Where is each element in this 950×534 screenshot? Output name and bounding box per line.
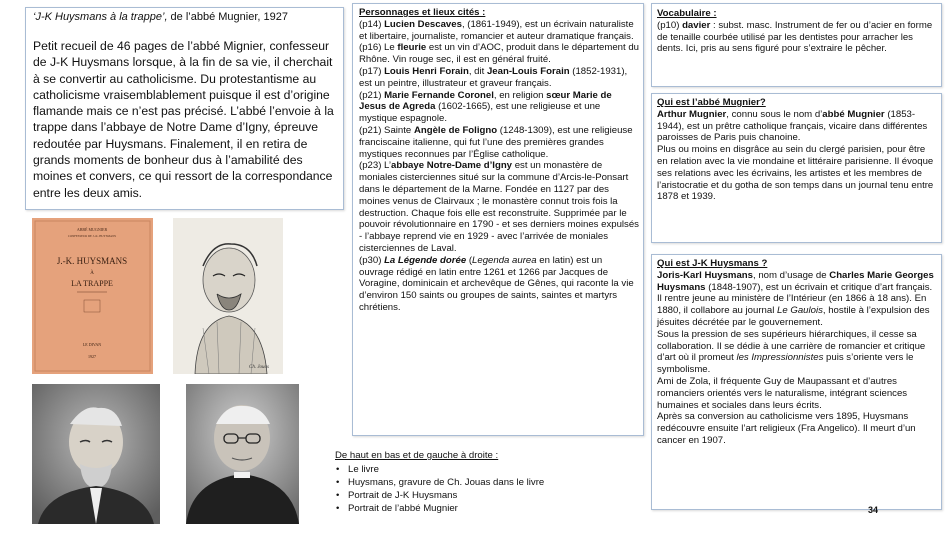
book-year: 1927 bbox=[88, 354, 96, 359]
persons-entry: (p17) Louis Henri Forain, dit Jean-Louis Forain (1852-1931), est un peintre, illustrateur et graveur français. bbox=[359, 65, 628, 89]
mugnier-bio-p2: Plus ou moins en disgrâce au sein du clergé parisien, pour être en relation avec la vie mondaine et littéraire parisienne. Il évoque ses relations avec les écrivains, les artistes et les membres de l’aristocratie et du gotha de son temps dans un journal tenu entre 1878 et 1939. bbox=[657, 144, 934, 203]
huysmans-portrait-svg bbox=[32, 384, 160, 524]
mugnier-bio-p1: Arthur Mugnier, connu sous le nom d’abbé Mugnier (1853-1944), est un prêtre catholique français, vicaire dans différentes paroisses de Paris puis chanoine. bbox=[657, 108, 928, 144]
book-publisher: LE DIVAN bbox=[82, 342, 102, 347]
mugnier-portrait bbox=[186, 384, 299, 524]
book-title-top: J.-K. HUYSMANS bbox=[56, 256, 128, 266]
legend-item: • Portrait de J-K Huysmans bbox=[335, 489, 575, 502]
legend-item: • Huysmans, gravure de Ch. Jouas dans le livre bbox=[335, 476, 575, 489]
intro-title-italic: ‘J-K Huysmans à la trappe’, bbox=[33, 11, 168, 23]
huysmans-bio-p4: Ami de Zola, il fréquente Guy de Maupassant et d’autres romanciers orientés vers le naturalisme, intégrant sciences humaines et sociales dans leurs écrits. bbox=[657, 375, 908, 411]
book-author: ABBÉ MUGNIER bbox=[76, 227, 108, 232]
persons-entry: (p14) Lucien Descaves, (1861-1949), est un écrivain naturaliste et libertaire, journaliste, romancier et auteur dramatique français. bbox=[359, 18, 634, 42]
persons-entry: (p21) Sainte Angèle de Foligno (1248-1309), est une religieuse franciscaine italienne, qui fut l’une des premières grandes mystiques reconnues par l’Église catholique. bbox=[359, 124, 633, 160]
book-cover-photo bbox=[32, 218, 153, 374]
book-subtitle: CONFESSEUR DE J.-K. HUYSMANS bbox=[67, 234, 117, 238]
vocab-header: Vocabulaire : bbox=[657, 8, 717, 19]
intro-title-rest: de l’abbé Mugnier, 1927 bbox=[167, 11, 288, 23]
huysmans-portrait bbox=[32, 384, 160, 524]
intro-box bbox=[25, 7, 344, 210]
huysmans-bio-p5: Après sa conversion au catholicisme vers 1895, Huysmans redécouvre ensuite l’art religieux (Fra Angelico). Il meurt d’un cancer en 1907. bbox=[657, 411, 916, 446]
engraving-svg bbox=[173, 218, 283, 374]
intro-body: Petit recueil de 46 pages de l’abbé Mignier, confesseur de J-K Huysmans lorsque, à la fin de sa vie, il cherchait à se convertir au catholicisme. Du protestantisme au catholicisme vraisemblablement puisque il est d’origine flamande mais ce n’est pas précisé. L’abbé l’envoie à la trappe dans l’abbaye de Notre Dame d’Igny, épreuve redoutée par Huysmans. Finalement, il en retira de grands moments de bonheur dus à l’amabilité des moines et convers, ce qui ressort de la correspondance entre les deux amis. bbox=[33, 39, 334, 200]
book-cover-svg bbox=[32, 218, 153, 374]
huysmans-bio-p3: Sous la pression de ses supérieurs hiérarchiques, il cesse sa collaboration. Il se dédie à une carrière de romancier et critique d’art où il promeut les Impressionnistes puis s’oriente vers le symbolisme. bbox=[657, 328, 926, 376]
book-title-bottom: LA TRAPPE bbox=[71, 279, 113, 288]
mugnier-bio-box bbox=[651, 93, 942, 243]
persons-entry: (p23) L’abbaye Notre-Dame d’Igny est un monastère de moniales cisterciennes situé sur la commune d’Arcis-le-Ponsart dans le département de la Marne. Fondée en 1127 par des moines venus de Clairvaux ; le monastère connut trois fois la destruction. Chaque fois elle est reconstruite. Supprimée par le pouvoir révolutionnaire en 1790 - et ses derniers moines expulsés - l’abbaye reprend vie en 1929 - avec l’arrivée de moniales cisterciennes de Laval. bbox=[359, 160, 639, 254]
vocab-definition: (p10) davier : subst. masc. Instrument de fer ou d’acier en forme de tenaille courbée utilisé par les dentistes pour arracher les dents. Ici, pris au sens figuré pour s’extraire le pêcher. bbox=[657, 19, 933, 55]
mugnier-header: Qui est l’abbé Mugnier? bbox=[657, 97, 766, 108]
huysmans-bio-p2: Il rentre jeune au ministère de l’Intérieur (en 1866 à 18 ans). En 1880, il collabore au journal Le Gaulois, hostile à l’expulsion des jésuites décrétée par le gouvernement. bbox=[657, 293, 930, 328]
legend-item: • Portrait de l’abbé Mugnier bbox=[335, 502, 575, 515]
legend-header: De haut en bas et de gauche à droite : bbox=[335, 450, 499, 461]
huysmans-bio-box bbox=[651, 254, 942, 510]
mugnier-portrait-svg bbox=[186, 384, 299, 524]
vocabulary-box bbox=[651, 3, 942, 87]
huysmans-engraving bbox=[173, 218, 283, 374]
legend-list bbox=[335, 463, 575, 515]
page-number: 34 bbox=[868, 505, 879, 515]
huysmans-header: Qui est J-K Huysmans ? bbox=[657, 258, 768, 269]
book-title-mid: À bbox=[90, 271, 94, 276]
persons-entry: (p16) Le fleurie est un vin d’AOC, produit dans le département du Rhône. Vin rouge sec, il est en général fruité. bbox=[359, 42, 639, 66]
image-legend bbox=[335, 449, 575, 515]
persons-entry: (p21) Marie Fernande Coronel, en religion sœur Marie de Jesus de Agreda (1602-1665), est une religieuse et une mystique espagnole. bbox=[359, 89, 612, 125]
engraving-signature: Ch. Jouas bbox=[249, 365, 269, 370]
persons-places-box bbox=[352, 3, 644, 436]
intro-title bbox=[33, 11, 337, 24]
huysmans-bio-p1: Joris-Karl Huysmans, nom d’usage de Charles Marie Georges Huysmans (1848-1907), est un écrivain et critique d’art français. bbox=[657, 269, 934, 293]
persons-header: Personnages et lieux cités : bbox=[359, 7, 486, 18]
legend-item: • Le livre bbox=[335, 463, 575, 476]
persons-entry: (p30) La Légende dorée (Legenda aurea en latin) est un ouvrage rédigé en latin entre 1261 et 1266 par Jacques de Voragine, dominicain et archevêque de Gênes, qui raconte la vie d’environ 150 saints ou groupes de saints, saintes et martyrs chrétiens. bbox=[359, 254, 634, 313]
